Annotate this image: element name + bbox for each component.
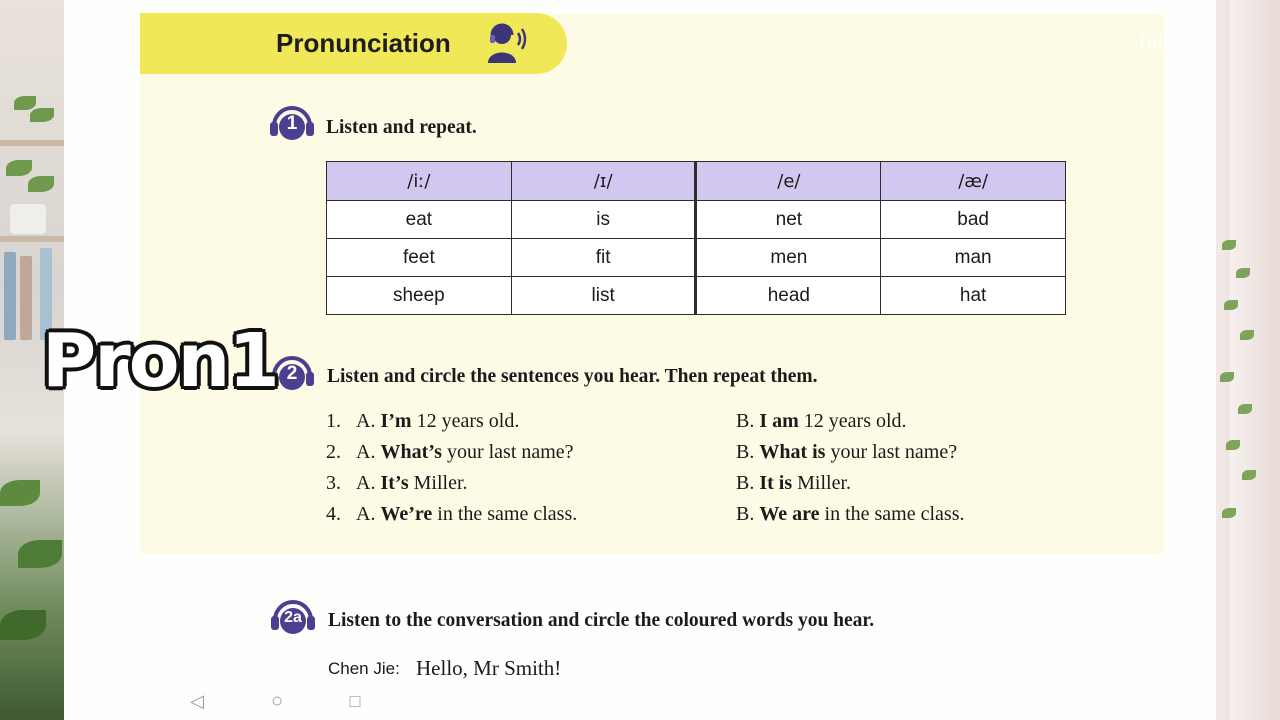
table-cell: net — [696, 201, 881, 239]
option-letter: A. — [356, 441, 376, 463]
vine-leaf — [1236, 268, 1250, 278]
option-text: your last name? — [825, 441, 958, 463]
option-bold-text: It is — [759, 472, 793, 494]
phonics-table — [326, 161, 1066, 315]
list-item — [326, 503, 1046, 534]
activity-number: 2a — [284, 608, 302, 626]
plant-leaf — [6, 160, 32, 176]
plant-leaf — [18, 540, 62, 568]
option-bold-text: We’re — [380, 503, 433, 525]
plant-leaf — [0, 480, 40, 506]
option-b[interactable] — [736, 441, 957, 464]
table-row — [327, 277, 1066, 315]
table-row — [327, 239, 1066, 277]
option-letter: B. — [736, 441, 755, 463]
table-cell: men — [696, 239, 881, 277]
table-cell: list — [511, 277, 696, 315]
plant-pot — [10, 204, 46, 234]
table-cell: sheep — [327, 277, 512, 315]
activity-number: 1 — [286, 112, 298, 134]
shelf — [0, 140, 64, 146]
sentence-list — [326, 410, 1046, 534]
vine-leaf — [1226, 440, 1240, 450]
table-header-cell: /e/ — [696, 162, 881, 201]
option-a[interactable] — [326, 503, 577, 526]
listening-person-icon — [484, 23, 530, 65]
activity-2-instruction: Listen and circle the sentences you hear. Then repeat them. — [327, 366, 818, 387]
shelf — [0, 236, 64, 242]
option-text: in the same class. — [432, 503, 578, 525]
option-b[interactable] — [736, 503, 964, 526]
table-header-row — [327, 162, 1066, 201]
list-item — [326, 441, 1046, 472]
option-bold-text: I’m — [380, 410, 412, 432]
table-cell: head — [696, 277, 881, 315]
plant-leaf — [28, 176, 54, 192]
table-cell: bad — [881, 201, 1066, 239]
activity-number: 2 — [286, 362, 298, 384]
activity-2a-badge — [269, 594, 317, 638]
option-bold-text: I am — [759, 410, 799, 432]
option-letter: B. — [736, 472, 755, 494]
option-letter: B. — [736, 503, 755, 525]
table-cell: feet — [327, 239, 512, 277]
option-a[interactable] — [326, 472, 468, 495]
option-text: 12 years old. — [798, 410, 907, 432]
table-cell: eat — [327, 201, 512, 239]
wall-panel — [1230, 0, 1270, 720]
plant-leaf — [0, 610, 46, 640]
table-cell: hat — [881, 277, 1066, 315]
speaker-name: Chen Jie: — [328, 659, 400, 678]
option-b[interactable] — [736, 410, 907, 433]
option-bold-text: What is — [759, 441, 826, 463]
item-number: 4. — [326, 503, 341, 525]
option-a[interactable] — [326, 410, 519, 433]
section-title: Pronunciation — [276, 28, 451, 58]
video-overlay-caption: Pron1 — [42, 318, 278, 404]
dialogue-line: Hello, Mr Smith! — [416, 656, 562, 680]
book — [4, 252, 16, 340]
table-cell: fit — [511, 239, 696, 277]
table-header-cell: /iː/ — [327, 162, 512, 201]
plant-leaf — [30, 108, 54, 122]
option-letter: A. — [356, 503, 376, 525]
option-letter: A. — [356, 410, 376, 432]
video-watermark: bili — [1139, 30, 1170, 55]
vine-leaf — [1222, 508, 1236, 518]
option-letter: A. — [356, 472, 376, 494]
table-row — [327, 201, 1066, 239]
item-number: 2. — [326, 441, 341, 463]
table-cell: man — [881, 239, 1066, 277]
vine-leaf — [1242, 470, 1256, 480]
book — [20, 256, 32, 340]
option-bold-text: It’s — [380, 472, 409, 494]
option-bold-text: What’s — [380, 441, 442, 463]
vine-leaf — [1222, 240, 1236, 250]
option-text: your last name? — [441, 441, 574, 463]
nav-back-button[interactable] — [180, 690, 214, 712]
home-icon: ○ — [270, 689, 284, 712]
nav-recents-button[interactable] — [338, 690, 372, 712]
vine-leaf — [1238, 404, 1252, 414]
vine-leaf — [1224, 300, 1238, 310]
nav-home-button[interactable] — [260, 690, 294, 712]
option-a[interactable] — [326, 441, 574, 464]
right-background-decor — [1216, 0, 1280, 720]
option-text: Miller. — [408, 472, 468, 494]
activity-1-instruction: Listen and repeat. — [326, 117, 477, 138]
vine-leaf — [1240, 330, 1254, 340]
section-banner — [140, 13, 567, 74]
activity-2a-instruction: Listen to the conversation and circle the coloured words you hear. — [328, 610, 875, 631]
recents-icon: □ — [349, 690, 361, 711]
table-header-cell: /ɪ/ — [511, 162, 696, 201]
option-text: in the same class. — [819, 503, 965, 525]
list-item — [326, 410, 1046, 441]
back-icon: ◁ — [190, 690, 204, 711]
option-text: 12 years old. — [411, 410, 520, 432]
vine-leaf — [1220, 372, 1234, 382]
table-cell: is — [511, 201, 696, 239]
item-number: 3. — [326, 472, 341, 494]
table-header-cell: /æ/ — [881, 162, 1066, 201]
plant-leaf — [14, 96, 36, 110]
item-number: 1. — [326, 410, 341, 432]
option-letter: B. — [736, 410, 755, 432]
option-text: Miller. — [792, 472, 852, 494]
option-b[interactable] — [736, 472, 851, 495]
list-item — [326, 472, 1046, 503]
activity-1-badge — [268, 100, 316, 144]
option-bold-text: We are — [759, 503, 820, 525]
